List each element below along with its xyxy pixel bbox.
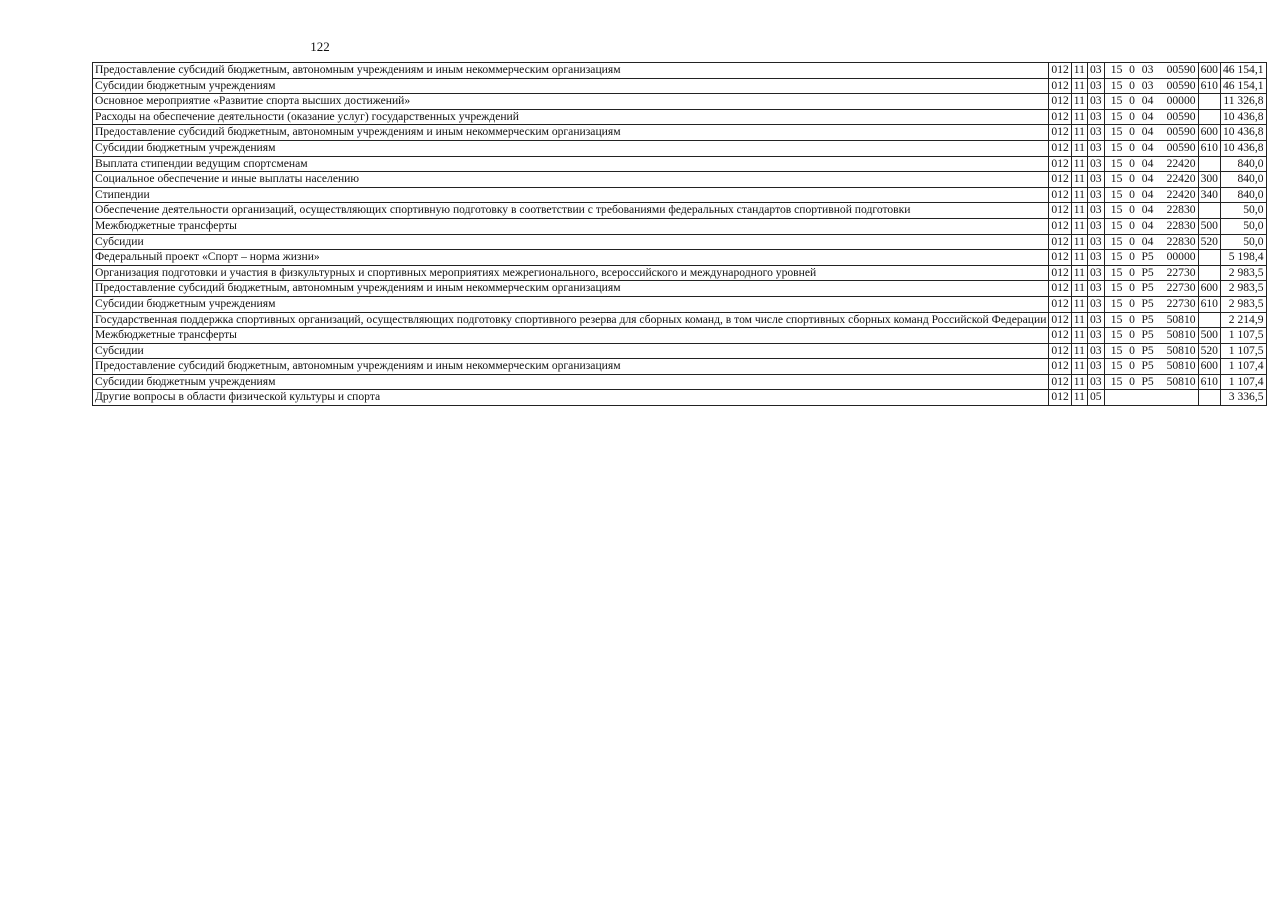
section-code: 11 [1071,109,1087,125]
subsection-code: 03 [1087,250,1104,266]
program-code: 15 [1110,78,1123,92]
subsection-code: 03 [1087,187,1104,203]
subsection-code: 03 [1087,328,1104,344]
section-code: 11 [1071,265,1087,281]
activity-code: P5 [1141,250,1154,264]
section-code: 11 [1071,234,1087,250]
activity-code: 04 [1141,140,1154,154]
activity-code: 04 [1141,234,1154,248]
subsection-code: 03 [1087,343,1104,359]
direction-code: 50810 [1166,312,1196,326]
activity-code: P5 [1141,374,1154,388]
item-name: Предоставление субсидий бюджетным, автономным учреждениям и иным некоммерческим организациям [93,359,1049,375]
subsection-code: 03 [1087,359,1104,375]
subprogram-code: 0 [1129,296,1135,310]
item-name: Предоставление субсидий бюджетным, автономным учреждениям и иным некоммерческим организациям [93,125,1049,141]
direction-code: 00590 [1166,125,1196,139]
table-row [93,265,1267,281]
section-code: 11 [1071,156,1087,172]
program-code: 15 [1110,140,1123,154]
target-article [1104,94,1198,110]
activity-code: 04 [1141,218,1154,232]
target-article [1104,374,1198,390]
item-name: Предоставление субсидий бюджетным, автономным учреждениям и иным некоммерческим организациям [93,281,1049,297]
table-row [93,374,1267,390]
section-code: 11 [1071,250,1087,266]
activity-code: 04 [1141,187,1154,201]
program-code: 15 [1110,109,1123,123]
direction-code: 22730 [1166,296,1196,310]
activity-code: 04 [1141,203,1154,217]
table-row [93,172,1267,188]
ministry-code: 012 [1049,125,1071,141]
amount: 10 436,8 [1220,125,1266,141]
program-code: 15 [1110,63,1123,76]
amount: 10 436,8 [1220,140,1266,156]
amount: 840,0 [1220,187,1266,203]
section-code: 11 [1071,328,1087,344]
amount: 2 983,5 [1220,296,1266,312]
subprogram-code: 0 [1129,218,1135,232]
target-article [1104,250,1198,266]
amount: 46 154,1 [1220,63,1266,79]
ministry-code: 012 [1049,187,1071,203]
expense-type-code: 600 [1198,125,1220,141]
item-name: Субсидии бюджетным учреждениям [93,374,1049,390]
expense-type-code: 610 [1198,78,1220,94]
direction-code: 22730 [1166,281,1196,295]
item-name: Государственная поддержка спортивных организаций, осуществляющих подготовку спортивного резерва для сборных команд, в том числе спортивных сборных команд Российской Федерации [93,312,1049,328]
expense-type-code: 610 [1198,296,1220,312]
program-code: 15 [1110,374,1123,388]
subsection-code: 03 [1087,296,1104,312]
ministry-code: 012 [1049,94,1071,110]
direction-code: 22420 [1166,172,1196,186]
section-code: 11 [1071,218,1087,234]
program-code: 15 [1110,296,1123,310]
ministry-code: 012 [1049,156,1071,172]
table-row [93,109,1267,125]
ministry-code: 012 [1049,343,1071,359]
expense-type-code [1198,390,1220,406]
activity-code: P5 [1141,343,1154,357]
ministry-code: 012 [1049,312,1071,328]
subsection-code: 05 [1087,390,1104,406]
section-code: 11 [1071,390,1087,406]
direction-code: 00000 [1166,94,1196,108]
expense-type-code [1198,312,1220,328]
direction-code: 50810 [1166,359,1196,373]
item-name: Социальное обеспечение и иные выплаты населению [93,172,1049,188]
subprogram-code: 0 [1129,187,1135,201]
subprogram-code: 0 [1129,94,1135,108]
amount: 2 983,5 [1220,265,1266,281]
subprogram-code: 0 [1129,63,1135,76]
subprogram-code: 0 [1129,172,1135,186]
target-article [1104,218,1198,234]
direction-code: 00590 [1166,63,1196,76]
item-name: Организация подготовки и участия в физкультурных и спортивных мероприятиях межрегионального, всероссийского и международного уровней [93,265,1049,281]
ministry-code: 012 [1049,140,1071,156]
expense-type-code [1198,265,1220,281]
subprogram-code: 0 [1129,328,1135,342]
subsection-code: 03 [1087,234,1104,250]
expense-type-code [1198,109,1220,125]
amount: 10 436,8 [1220,109,1266,125]
target-article [1104,203,1198,219]
activity-code: P5 [1141,328,1154,342]
ministry-code: 012 [1049,218,1071,234]
direction-code: 22830 [1166,203,1196,217]
target-article [1104,343,1198,359]
expense-type-code: 520 [1198,343,1220,359]
amount: 1 107,4 [1220,359,1266,375]
item-name: Субсидии бюджетным учреждениям [93,140,1049,156]
amount: 50,0 [1220,203,1266,219]
direction-code: 50810 [1166,343,1196,357]
amount: 5 198,4 [1220,250,1266,266]
subprogram-code: 0 [1129,203,1135,217]
subprogram-code: 0 [1129,234,1135,248]
activity-code: P5 [1141,312,1154,326]
subsection-code: 03 [1087,109,1104,125]
subprogram-code: 0 [1129,265,1135,279]
ministry-code: 012 [1049,234,1071,250]
activity-code: 04 [1141,125,1154,139]
expense-type-code: 520 [1198,234,1220,250]
table-row [93,140,1267,156]
expense-type-code: 600 [1198,281,1220,297]
item-name: Другие вопросы в области физической культуры и спорта [93,390,1049,406]
activity-code: 04 [1141,156,1154,170]
table-row [93,281,1267,297]
program-code: 15 [1110,187,1123,201]
target-article [1104,63,1198,79]
item-name: Субсидии бюджетным учреждениям [93,78,1049,94]
amount: 2 983,5 [1220,281,1266,297]
amount: 1 107,5 [1220,328,1266,344]
budget-table [92,62,1267,406]
amount: 50,0 [1220,218,1266,234]
target-article [1104,234,1198,250]
table-row [93,203,1267,219]
target-article [1104,359,1198,375]
expense-type-code: 600 [1198,359,1220,375]
section-code: 11 [1071,296,1087,312]
amount: 840,0 [1220,172,1266,188]
subprogram-code: 0 [1129,125,1135,139]
activity-code: P5 [1141,281,1154,295]
amount: 11 326,8 [1220,94,1266,110]
section-code: 11 [1071,187,1087,203]
program-code: 15 [1110,218,1123,232]
table-row [93,343,1267,359]
amount: 46 154,1 [1220,78,1266,94]
page-number: 122 [310,39,330,54]
item-name: Обеспечение деятельности организаций, осуществляющих спортивную подготовку в соответствии с требованиями федеральных стандартов спортивной подготовки [93,203,1049,219]
item-name: Расходы на обеспечение деятельности (оказание услуг) государственных учреждений [93,109,1049,125]
subsection-code: 03 [1087,94,1104,110]
section-code: 11 [1071,140,1087,156]
ministry-code: 012 [1049,172,1071,188]
item-name: Федеральный проект «Спорт – норма жизни» [93,250,1049,266]
subsection-code: 03 [1087,63,1104,79]
subsection-code: 03 [1087,374,1104,390]
ministry-code: 012 [1049,265,1071,281]
table-row [93,359,1267,375]
subprogram-code: 0 [1129,78,1135,92]
section-code: 11 [1071,374,1087,390]
amount: 1 107,5 [1220,343,1266,359]
ministry-code: 012 [1049,109,1071,125]
expense-type-code: 600 [1198,63,1220,79]
target-article [1104,312,1198,328]
target-article [1104,140,1198,156]
item-name: Основное мероприятие «Развитие спорта высших достижений» [93,94,1049,110]
table-row [93,94,1267,110]
subprogram-code: 0 [1129,359,1135,373]
subprogram-code: 0 [1129,156,1135,170]
subsection-code: 03 [1087,125,1104,141]
target-article [1104,281,1198,297]
section-code: 11 [1071,203,1087,219]
table-row [93,234,1267,250]
table-row [93,78,1267,94]
direction-code: 00000 [1166,250,1196,264]
program-code: 15 [1110,343,1123,357]
target-article [1104,328,1198,344]
table-row [93,250,1267,266]
direction-code: 22420 [1166,156,1196,170]
subsection-code: 03 [1087,78,1104,94]
direction-code: 22730 [1166,265,1196,279]
item-name: Выплата стипендии ведущим спортсменам [93,156,1049,172]
expense-type-code [1198,156,1220,172]
subsection-code: 03 [1087,140,1104,156]
activity-code: P5 [1141,296,1154,310]
ministry-code: 012 [1049,78,1071,94]
subprogram-code: 0 [1129,281,1135,295]
target-article [1104,390,1198,406]
item-name: Субсидии [93,343,1049,359]
table-row [93,296,1267,312]
expense-type-code [1198,250,1220,266]
expense-type-code: 500 [1198,328,1220,344]
activity-code: 03 [1141,78,1154,92]
direction-code: 00590 [1166,109,1196,123]
subprogram-code: 0 [1129,109,1135,123]
target-article [1104,156,1198,172]
program-code: 15 [1110,281,1123,295]
expense-type-code [1198,94,1220,110]
expense-type-code: 340 [1198,187,1220,203]
ministry-code: 012 [1049,250,1071,266]
activity-code: 03 [1141,63,1154,76]
activity-code: 04 [1141,109,1154,123]
table-row [93,312,1267,328]
amount: 1 107,4 [1220,374,1266,390]
activity-code: 04 [1141,172,1154,186]
target-article [1104,296,1198,312]
target-article [1104,172,1198,188]
subsection-code: 03 [1087,312,1104,328]
direction-code: 22420 [1166,187,1196,201]
section-code: 11 [1071,172,1087,188]
subsection-code: 03 [1087,203,1104,219]
program-code: 15 [1110,94,1123,108]
program-code: 15 [1110,265,1123,279]
program-code: 15 [1110,359,1123,373]
item-name: Стипендии [93,187,1049,203]
ministry-code: 012 [1049,63,1071,79]
ministry-code: 012 [1049,203,1071,219]
subsection-code: 03 [1087,172,1104,188]
item-name: Межбюджетные трансферты [93,218,1049,234]
subsection-code: 03 [1087,265,1104,281]
ministry-code: 012 [1049,296,1071,312]
section-code: 11 [1071,343,1087,359]
amount: 3 336,5 [1220,390,1266,406]
expense-type-code: 500 [1198,218,1220,234]
section-code: 11 [1071,78,1087,94]
subprogram-code: 0 [1129,374,1135,388]
direction-code: 22830 [1166,218,1196,232]
section-code: 11 [1071,94,1087,110]
amount: 840,0 [1220,156,1266,172]
section-code: 11 [1071,359,1087,375]
expense-type-code: 610 [1198,374,1220,390]
expense-type-code: 300 [1198,172,1220,188]
activity-code: P5 [1141,359,1154,373]
subsection-code: 03 [1087,156,1104,172]
table-row [93,390,1267,406]
program-code: 15 [1110,125,1123,139]
section-code: 11 [1071,281,1087,297]
target-article [1104,187,1198,203]
table-row [93,218,1267,234]
program-code: 15 [1110,328,1123,342]
section-code: 11 [1071,125,1087,141]
target-article [1104,109,1198,125]
subsection-code: 03 [1087,281,1104,297]
subprogram-code: 0 [1129,343,1135,357]
ministry-code: 012 [1049,328,1071,344]
ministry-code: 012 [1049,359,1071,375]
direction-code: 00590 [1166,78,1196,92]
subprogram-code: 0 [1129,250,1135,264]
program-code: 15 [1110,234,1123,248]
section-code: 11 [1071,312,1087,328]
subprogram-code: 0 [1129,140,1135,154]
target-article [1104,265,1198,281]
table-row [93,156,1267,172]
program-code: 15 [1110,172,1123,186]
table-row [93,63,1267,79]
subsection-code: 03 [1087,218,1104,234]
item-name: Межбюджетные трансферты [93,328,1049,344]
target-article [1104,125,1198,141]
expense-type-code [1198,203,1220,219]
direction-code: 50810 [1166,328,1196,342]
ministry-code: 012 [1049,390,1071,406]
activity-code: P5 [1141,265,1154,279]
direction-code: 50810 [1166,374,1196,388]
program-code: 15 [1110,250,1123,264]
table-row [93,328,1267,344]
amount: 50,0 [1220,234,1266,250]
table-row [93,125,1267,141]
activity-code: 04 [1141,94,1154,108]
subprogram-code: 0 [1129,312,1135,326]
program-code: 15 [1110,312,1123,326]
ministry-code: 012 [1049,281,1071,297]
program-code: 15 [1110,203,1123,217]
ministry-code: 012 [1049,374,1071,390]
section-code: 11 [1071,63,1087,79]
item-name: Предоставление субсидий бюджетным, автономным учреждениям и иным некоммерческим организациям [93,63,1049,79]
table-row [93,187,1267,203]
target-article [1104,78,1198,94]
expense-type-code: 610 [1198,140,1220,156]
item-name: Субсидии [93,234,1049,250]
direction-code: 22830 [1166,234,1196,248]
direction-code: 00590 [1166,140,1196,154]
amount: 2 214,9 [1220,312,1266,328]
item-name: Субсидии бюджетным учреждениям [93,296,1049,312]
program-code: 15 [1110,156,1123,170]
